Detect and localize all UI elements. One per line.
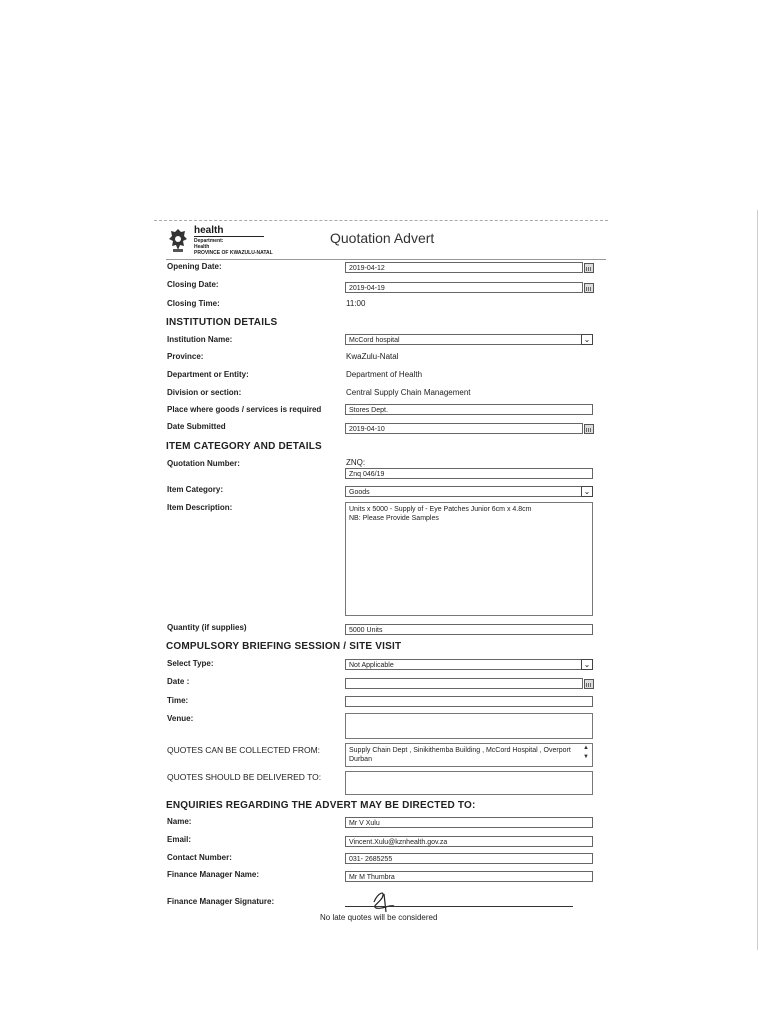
- opening-date-field[interactable]: 2019-04-12: [345, 262, 583, 273]
- closing-time-value: 11:00: [346, 299, 366, 308]
- email-field[interactable]: Vincent.Xulu@kznhealth.gov.za: [345, 836, 593, 847]
- item-description-field[interactable]: [345, 502, 593, 616]
- institution-heading: INSTITUTION DETAILS: [166, 317, 278, 328]
- collect-line2: Durban: [349, 756, 372, 763]
- closing-date-label: Closing Date:: [167, 280, 219, 289]
- quotation-number-label: Quotation Number:: [167, 459, 240, 468]
- signature-line: [345, 906, 573, 907]
- briefing-heading: COMPULSORY BRIEFING SESSION / SITE VISIT: [166, 641, 402, 652]
- logo-title: health: [194, 226, 264, 237]
- date-submitted-label: Date Submitted: [167, 422, 226, 431]
- closing-date-field[interactable]: 2019-04-19: [345, 282, 583, 293]
- item-category-label: Item Category:: [167, 485, 224, 494]
- select-type-select[interactable]: Not Applicable: [345, 659, 593, 670]
- venue-label: Venue:: [167, 714, 194, 723]
- logo-line1: Department:: [194, 238, 224, 244]
- collect-from-field[interactable]: [345, 743, 593, 767]
- briefing-date-field[interactable]: [345, 678, 583, 689]
- chevron-down-icon[interactable]: ⌄: [581, 659, 593, 670]
- briefing-time-field[interactable]: [345, 696, 593, 707]
- item-category-select[interactable]: Goods: [345, 486, 593, 497]
- email-label: Email:: [167, 835, 192, 844]
- closing-time-label: Closing Time:: [167, 299, 220, 308]
- deliver-to-label: QUOTES SHOULD BE DELIVERED TO:: [167, 772, 322, 782]
- venue-field[interactable]: [345, 713, 593, 739]
- enquiries-heading: ENQUIRIES REGARDING THE ADVERT MAY BE DIRECTED TO:: [166, 800, 476, 811]
- briefing-date-label: Date :: [167, 677, 190, 686]
- contact-number-label: Contact Number:: [167, 853, 232, 862]
- quotation-prefix: ZNQ:: [346, 458, 366, 467]
- department-value: Department of Health: [346, 370, 423, 379]
- description-line1: Units x 5000 - Supply of - Eye Patches Junior 6cm x 4.8cm: [349, 506, 532, 513]
- province-value: KwaZulu-Natal: [346, 352, 399, 361]
- description-line2: NB: Please Provide Samples: [349, 515, 439, 522]
- finance-manager-name-field[interactable]: Mr M Thumbra: [345, 871, 593, 882]
- calendar-icon[interactable]: [584, 283, 594, 293]
- collect-from-label: QUOTES CAN BE COLLECTED FROM:: [167, 745, 321, 755]
- deliver-to-field[interactable]: [345, 771, 593, 795]
- quotation-number-field[interactable]: Znq 046/19: [345, 468, 593, 479]
- finance-manager-signature-label: Finance Manager Signature:: [167, 897, 275, 906]
- calendar-icon[interactable]: [584, 424, 594, 434]
- contact-name-label: Name:: [167, 817, 192, 826]
- calendar-icon[interactable]: [584, 263, 594, 273]
- briefing-time-label: Time:: [167, 696, 189, 705]
- date-submitted-field[interactable]: 2019-04-10: [345, 423, 583, 434]
- institution-name-select[interactable]: McCord hospital: [345, 334, 593, 345]
- collect-line1: Supply Chain Dept , Sinikithemba Building , McCord Hospital , Overport: [349, 747, 571, 754]
- top-divider: [154, 220, 608, 221]
- select-type-label: Select Type:: [167, 659, 214, 668]
- coat-of-arms-icon: [168, 228, 188, 254]
- logo-line3: PROVINCE OF KWAZULU-NATAL: [194, 250, 273, 256]
- contact-name-field[interactable]: Mr V Xulu: [345, 817, 593, 828]
- place-label: Place where goods / services is required: [167, 405, 322, 414]
- province-label: Province:: [167, 352, 204, 361]
- finance-manager-name-label: Finance Manager Name:: [167, 870, 260, 879]
- scan-edge: [757, 210, 758, 950]
- chevron-down-icon[interactable]: ⌄: [581, 486, 593, 497]
- quantity-field[interactable]: 5000 Units: [345, 624, 593, 635]
- item-heading: ITEM CATEGORY AND DETAILS: [166, 441, 322, 452]
- division-label: Division or section:: [167, 388, 242, 397]
- late-quotes-notice: No late quotes will be considered: [320, 913, 438, 922]
- calendar-icon[interactable]: [584, 679, 594, 689]
- scroll-up-icon[interactable]: ▲: [583, 745, 589, 751]
- opening-date-label: Opening Date:: [167, 262, 222, 271]
- scroll-down-icon[interactable]: ▼: [583, 754, 589, 760]
- logo-line2: Health: [194, 244, 210, 250]
- division-value: Central Supply Chain Management: [346, 388, 471, 397]
- page-title: Quotation Advert: [330, 230, 435, 246]
- health-logo-text: [194, 226, 273, 256]
- item-description-label: Item Description:: [167, 503, 233, 512]
- contact-number-field[interactable]: 031- 2685255: [345, 853, 593, 864]
- handwritten-signature: [368, 888, 398, 914]
- department-label: Department or Entity:: [167, 370, 249, 379]
- place-field[interactable]: Stores Dept.: [345, 404, 593, 415]
- chevron-down-icon[interactable]: ⌄: [581, 334, 593, 345]
- institution-name-label: Institution Name:: [167, 335, 233, 344]
- quantity-label: Quantity (if supplies): [167, 623, 247, 632]
- header-divider: [166, 259, 606, 260]
